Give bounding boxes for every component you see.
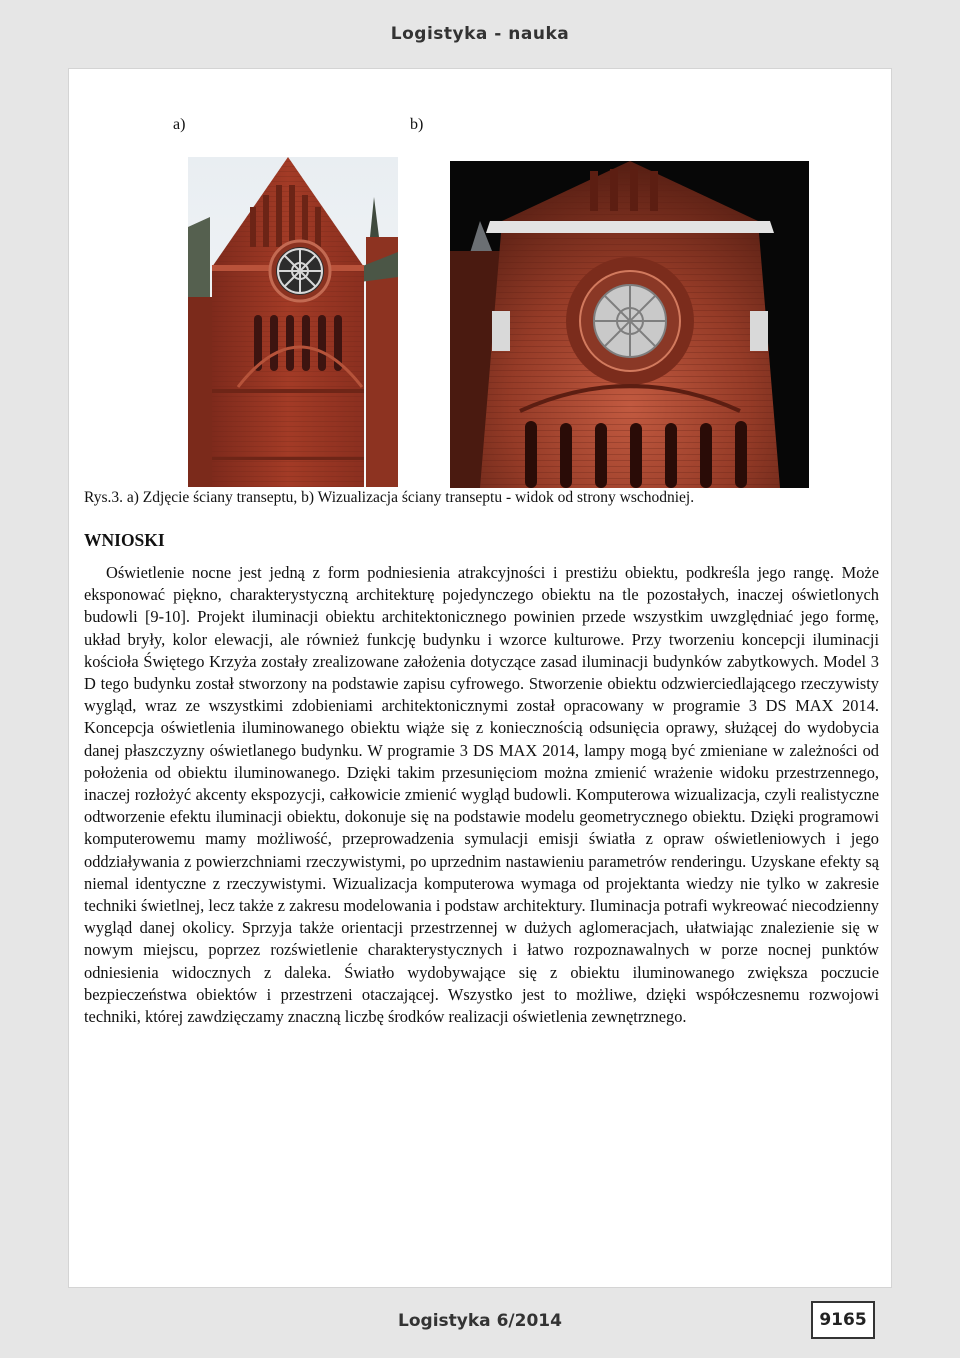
page-number: 9165 xyxy=(811,1301,875,1339)
transept-photo xyxy=(188,157,398,487)
running-head: Logistyka - nauka xyxy=(390,24,570,44)
conclusions-paragraph-text: Oświetlenie nocne jest jedną z form podniesienia atrakcyjności i prestiżu obiektu, podkreśla jego rangę. Może eksponować piękno, charakterystyczną architekturę pojedynczego obiektu na tle pozostałych, inaczej oświetlonych budowli [9-10]. Projekt iluminacji obiektu architektonicznego powinien przede wszystkim uwzględniać jego formę, układ bryły, kolor elewacji, ale również funkcję budynku i wzorce kulturowe. Przy tworzeniu koncepcji iluminacji kościoła Świętego Krzyża zostały zrealizowane założenia dotyczące zasad iluminacji budynków zabytkowych. Model 3 D tego budynku został stworzony na podstawie zapisu cyfrowego. Stworzenie obiektu odzwierciedlającego rzeczywisty wygląd, wraz ze wszystkimi zdobieniami architektonicznymi został opracowany w programie 3 DS MAX 2014. Koncepcja oświetlenia iluminowanego obiektu wiąże się z koniecznością odsunięcia oprawy, służącej do wydobycia danej płaszczyzny oświetlanego budynku. W programie 3 DS MAX 2014, lampy mogą być zmieniane w zależności od położenia od obiektu iluminowanego. Dzięki takim przesunięciom można zmienić wrażenie widoku przestrzennego, inaczej rozłożyć akcenty ekspozycji, całkowicie zmienić wygląd budowli. Komputerowa wizualizacja, czyli realistyczne odtworzenie efektu iluminacji obiektu, dokonuje się na podstawie modelu geometrycznego obiektu. Dzięki programowi komputerowemu mamy możliwość, przeprowadzenia symulacji emisji światła z opraw oświetleniowych i jego oddziaływania z powierzchniami rzeczywistymi, po uprzednim nastawieniu parametrów renderingu. Uzyskane efekty są niemal identyczne z rzeczywistymi. Wizualizacja komputerowa wymaga od projektanta wiedzy nie tylko w zakresie techniki świetlnej, lecz także z zakresu modelowania i podstaw architektury. Iluminacja potrafi wykreować niecodzienny wygląd danej okolicy. Sprzyja także orientacji przestrzennej w dużych aglomeracjach, ułatwiając znalezienie się w nowym miejscu, poprzez rozświetlenie charakterystycznych i łatwo rozpoznawalnych w porze nocnej punktów odniesienia widocznych z daleka. Światło wydobywające się z obiektu iluminowanego zwiększa poczucie bezpieczeństwa obiektów i przestrzeni otaczającej. Wszystko jest to możliwe, dzięki współczesnemu rozwojowi techniki, której zawdzięczamy znaczną liczbę środków realizacji oświetlenia zewnętrznego. xyxy=(84,563,879,1027)
footer-journal: Logistyka 6/2014 xyxy=(398,1311,562,1331)
night-visualisation xyxy=(450,161,809,488)
figure-caption: Rys.3. a) Zdjęcie ściany transeptu, b) Wizualizacja ściany transeptu - widok od strony wschodniej. xyxy=(84,489,695,506)
conclusions-paragraph xyxy=(84,562,879,1028)
figure-label-b: b) xyxy=(410,116,424,133)
figure-label-a: a) xyxy=(173,116,186,133)
section-title: WNIOSKI xyxy=(84,530,165,550)
